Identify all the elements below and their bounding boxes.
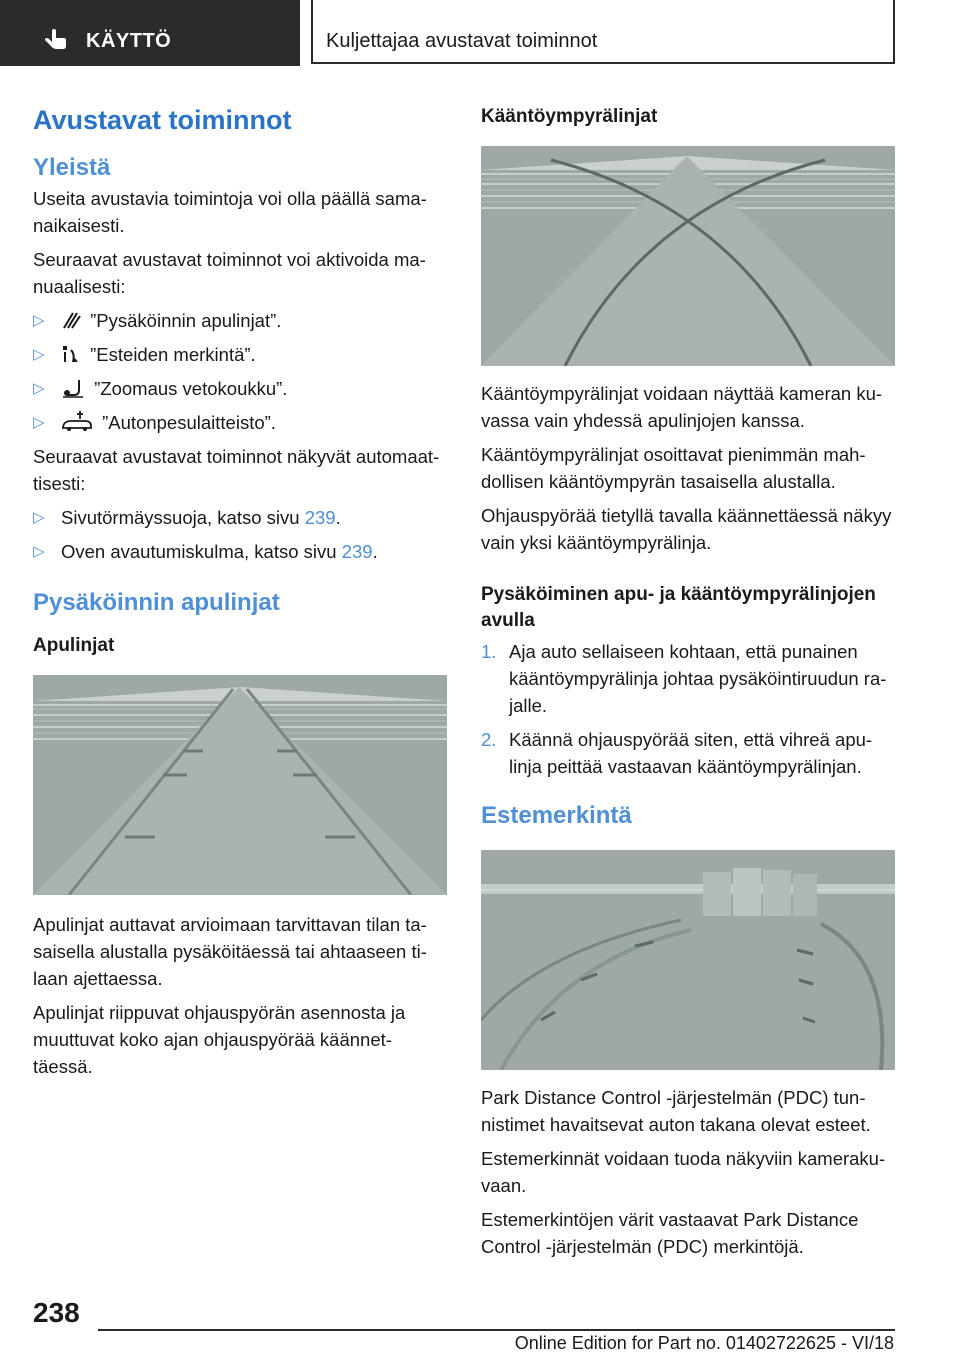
obstacle-marking-image <box>481 850 895 1070</box>
tow-hitch-zoom-icon <box>61 378 85 398</box>
page-link[interactable]: 239 <box>304 507 336 528</box>
list-item <box>33 538 447 565</box>
paragraph: Apulinjat auttavat arvioimaan tarvittavan tilan ta-saisella alustalla pysäköitäessä tai ahtaaseen ti-laan ajettaessa. <box>33 914 427 989</box>
list-item <box>481 726 895 780</box>
triangle-bullet-icon: ▷ <box>33 543 45 560</box>
page-number: 238 <box>33 1297 80 1328</box>
step-number: 1. <box>481 641 497 662</box>
paragraph: Park Distance Control -järjestelmän (PDC) tun-nistimet havaitsevat auton takana olevat esteet. <box>481 1087 871 1135</box>
heading-pysakoiminen: Pysäköiminen apu- ja kääntöympyrälinjojen avulla <box>481 584 876 631</box>
footer-divider <box>98 1329 895 1331</box>
list-item <box>481 638 895 719</box>
list-item <box>33 375 447 402</box>
car-wash-icon <box>61 410 93 432</box>
list-item-text: ”Autonpesulaitteisto”. <box>102 412 276 433</box>
parking-lines-icon <box>61 310 81 330</box>
paragraph: Useita avustavia toimintoja voi olla päällä sama-naikaisesti. <box>33 188 427 236</box>
edition-text: Online Edition for Part no. 01402722625 - VI/18 <box>514 1333 894 1353</box>
paragraph: Apulinjat riippuvat ohjauspyörän asennosta ja muuttuvat koko ajan ohjauspyörää käännet-täessä. <box>33 1002 406 1077</box>
page-link[interactable]: 239 <box>341 541 373 562</box>
section-title: KÄYTTÖ <box>86 30 172 52</box>
step-number: 2. <box>481 729 497 750</box>
heading-estemerkinta: Estemerkintä <box>481 802 632 829</box>
paragraph: Seuraavat avustavat toiminnot näkyvät automaat-tisesti: <box>33 446 440 494</box>
list-item <box>33 504 447 531</box>
triangle-bullet-icon: ▷ <box>33 509 45 526</box>
pointing-hand-icon <box>42 28 68 52</box>
parking-steps-list <box>481 638 895 780</box>
page-title: Avustavat toiminnot <box>33 105 292 135</box>
left-column <box>33 96 447 1080</box>
paragraph: Estemerkinnät voidaan tuoda näkyviin kameraku-vaan. <box>481 1148 886 1196</box>
manual-functions-list <box>33 307 447 436</box>
page-header <box>0 0 960 66</box>
list-item <box>33 341 447 368</box>
turning-circle-lines-image <box>481 146 895 366</box>
paragraph: Kääntöympyrälinjat osoittavat pienimmän mah-dollisen kääntöympyrän tasaisella alustalla. <box>481 444 866 492</box>
section-tab <box>0 0 300 66</box>
triangle-bullet-icon: ▷ <box>33 346 45 363</box>
paragraph: Kääntöympyrälinjat voidaan näyttää kameran ku-vassa vain yhdessä apulinjojen kanssa. <box>481 383 883 431</box>
right-column <box>481 96 895 1260</box>
list-item-text: Oven avautumiskulma, katso sivu <box>61 541 342 562</box>
step-text: Käännä ohjauspyörää siten, että vihreä apu-linja peittää vastaavan kääntöympyrälinjan. <box>509 729 873 777</box>
list-item <box>33 307 447 334</box>
chapter-box <box>311 0 895 64</box>
punctuation: . <box>372 541 378 562</box>
parking-guide-lines-image <box>33 675 447 895</box>
chapter-title: Kuljettajaa avustavat toiminnot <box>326 30 598 52</box>
punctuation: . <box>335 507 341 528</box>
triangle-bullet-icon: ▷ <box>33 414 45 431</box>
paragraph: Estemerkintöjen värit vastaavat Park Distance Control -järjestelmän (PDC) merkintöjä. <box>481 1209 859 1257</box>
heading-kaantoympyralinjat: Kääntöympyrälinjat <box>481 106 658 127</box>
step-text: Aja auto sellaiseen kohtaan, että punainen kääntöympyrälinja johtaa pysäköintiruudun ra-jalle. <box>509 641 887 716</box>
list-item-text: ”Esteiden merkintä”. <box>90 344 256 365</box>
list-item-text: ”Pysäköinnin apulinjat”. <box>90 310 282 331</box>
list-item-text: ”Zoomaus vetokoukku”. <box>94 378 288 399</box>
heading-yleista: Yleistä <box>33 154 111 181</box>
list-item-text: Sivutörmäyssuoja, katso sivu <box>61 507 305 528</box>
subheading-apulinjat: Apulinjat <box>33 635 115 656</box>
auto-functions-list <box>33 504 447 565</box>
heading-apulinjat: Pysäköinnin apulinjat <box>33 589 280 616</box>
obstacle-marking-icon <box>61 344 81 364</box>
triangle-bullet-icon: ▷ <box>33 312 45 329</box>
list-item <box>33 409 447 436</box>
paragraph: Ohjauspyörää tietyllä tavalla käännettäessä näkyy vain yksi kääntöympyrälinja. <box>481 505 892 553</box>
paragraph: Seuraavat avustavat toiminnot voi aktivoida ma-nuaalisesti: <box>33 249 426 297</box>
triangle-bullet-icon: ▷ <box>33 380 45 397</box>
